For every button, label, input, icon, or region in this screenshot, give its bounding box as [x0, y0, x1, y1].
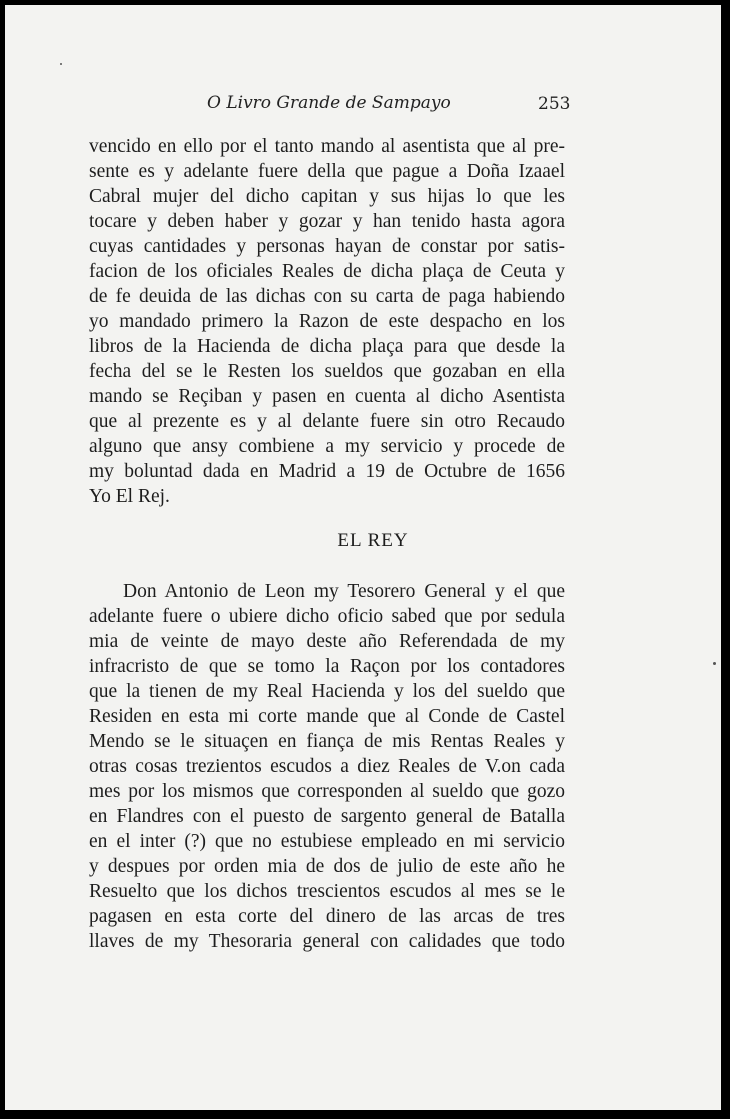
text-line: mia de veinte de mayo deste año Referendada de my	[89, 631, 565, 652]
text-line: que la tienen de my Real Hacienda y los del sueldo que	[89, 681, 565, 702]
text-line: pagasen en esta corte del dinero de las arcas de tres	[89, 906, 565, 927]
text-line: en el inter (?) que no estubiese empleado en mi servicio	[89, 831, 565, 852]
text-line: mando se Reçiban y pasen en cuenta al dicho Asentista	[89, 386, 565, 407]
text-line: de fe deuida de las dichas con su carta de paga habiendo	[89, 286, 565, 307]
text-line: tocare y deben haber y gozar y han tenido hasta agora	[89, 211, 565, 232]
text-line: vencido en ello por el tanto mando al asentista que al pre-	[89, 136, 565, 157]
text-line: otras cosas trezientos escudos a diez Reales de V.on cada	[89, 756, 565, 777]
text-line: yo mandado primero la Razon de este despacho en los	[89, 311, 565, 332]
page-number: 253	[538, 94, 571, 114]
text-line: en Flandres con el puesto de sargento general de Batalla	[89, 806, 565, 827]
text-line: Resuelto que los dichos trescientos escudos al mes se le	[89, 881, 565, 902]
section-heading: EL REY	[337, 530, 409, 551]
running-title: O Livro Grande de Sampayo	[207, 93, 451, 113]
document-page	[5, 5, 721, 1110]
text-line: Mendo se le situaçen en fiança de mis Rentas Reales y	[89, 731, 565, 752]
text-line: alguno que ansy combiene a my servicio y procede de	[89, 436, 565, 457]
text-line: y despues por orden mia de dos de julio de este año he	[89, 856, 565, 877]
text-line: cuyas cantidades y personas hayan de constar por satis-	[89, 236, 565, 257]
text-line: libros de la Hacienda de dicha plaça para que desde la	[89, 336, 565, 357]
text-line: Don Antonio de Leon my Tesorero General y el que	[123, 581, 565, 602]
text-line: sente es y adelante fuere della que pague a Doña Izaael	[89, 161, 565, 182]
text-line: llaves de my Thesoraria general con calidades que todo	[89, 931, 565, 952]
paper-speck	[713, 662, 716, 665]
paper-speck	[60, 63, 62, 65]
text-line: Residen en esta mi corte mande que al Conde de Castel	[89, 706, 565, 727]
text-line: que al prezente es y al delante fuere sin otro Recaudo	[89, 411, 565, 432]
text-line: adelante fuere o ubiere dicho oficio sabed que por sedula	[89, 606, 565, 627]
paragraph-2	[89, 579, 565, 954]
text-line: mes por los mismos que corresponden al sueldo que gozo	[89, 781, 565, 802]
paragraph-1	[89, 134, 565, 509]
text-line: infracristo de que se tomo la Raçon por los contadores	[89, 656, 565, 677]
text-line: Yo El Rej.	[89, 486, 170, 507]
text-line: fecha del se le Resten los sueldos que gozaban en ella	[89, 361, 565, 382]
text-line: my boluntad dada en Madrid a 19 de Octubre de 1656	[89, 461, 565, 482]
text-line: facion de los oficiales Reales de dicha plaça de Ceuta y	[89, 261, 565, 282]
text-line: Cabral mujer del dicho capitan y sus hijas lo que les	[89, 186, 565, 207]
